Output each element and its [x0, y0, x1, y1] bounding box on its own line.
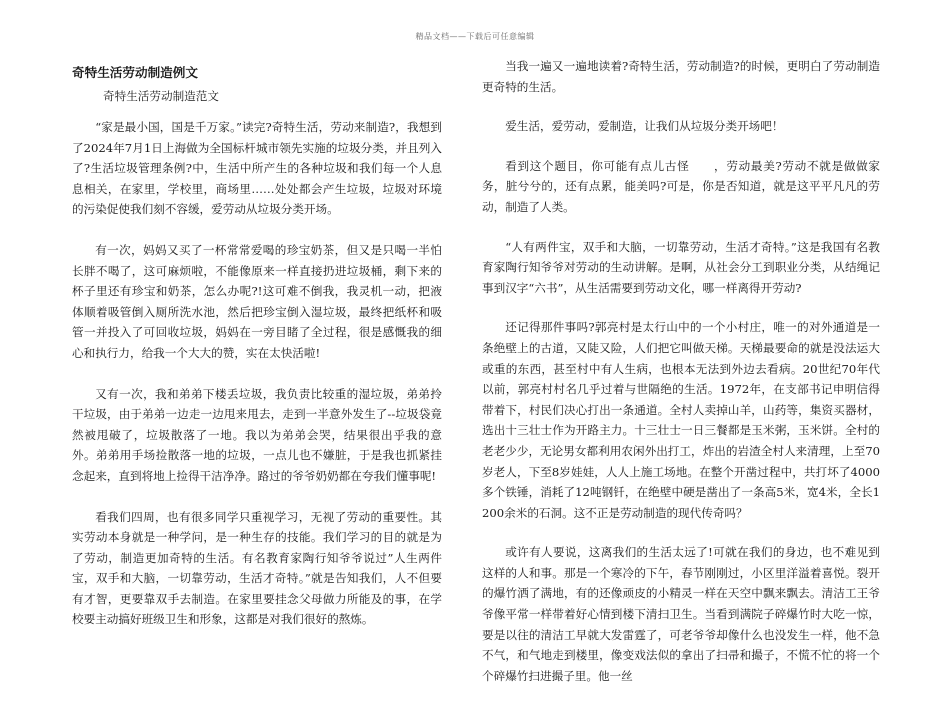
- paragraph: 看我们四周，也有很多同学只重视学习，无视了劳动的重要性。其实劳动本身就是一种学问，是一种生存的技能。我们学习的目的就是为了劳动，制造更加奇特的生活。有名教育家陶行知爷爷说过”人生两件宝，双手和大脑，一切靠劳动，生活才奇特。”就是告知我们，人不但要有才智，更要靠双手去制造。在家里要挂念父母做力所能及的事，在学校要主动搞好班级卫生和形象，这都是对我们很好的熬炼。: [72, 509, 442, 627]
- left-column: [72, 63, 442, 650]
- paragraph: “家是最小国，国是千万家。”读完?奇特生活，劳动来制造?，我想到了2024年7月1日上海做为全国标杆城市领先实施的垃圾分类，并且列入了?生活垃圾管理条例?中，生活中所产生的各种垃圾和我们每一个人息息相关，在家里，学校里，商场里……处处都会产生垃圾，垃圾对环境的污染促使我们刻不容缓，爱劳动从垃圾分类开场。: [72, 120, 442, 217]
- paragraph: 还记得那件事吗?郭亮村是太行山中的一个小村庄，唯一的对外通道是一条绝壁上的古道，又陡又险，人们把它叫做天梯。天梯最要命的就是没法运大或重的东西，甚至村中有人生病，也根本无法到外边去看病。20世纪70年代以前，郭亮村村名几乎过着与世隔绝的生活。1972年，在支部书记申明信得带着下，村民们决心打出一条通道。全村人卖掉山羊，山药等，集资买器材，选出十三壮士作为开路主力。十三壮士一日三餐都是玉米粥，玉米饼。全村的老老少少，无论男女都利用农闲外出打工，炸出的岩渣全村人来清理，上至70岁老人，下至8岁娃娃，人人上施工场地。在整个开凿过程中，共打坏了4000多个铁锤，消耗了12吨钢钎，在绝壁中硬是凿出了一条高5米，宽4米，全长1200余米的石洞。这不正是劳动制造的现代传奇吗？: [482, 320, 880, 520]
- paragraph: 爱生活，爱劳动，爱制造，让我们从垃圾分类开场吧！: [505, 119, 784, 134]
- document-subtitle: 奇特生活劳动制造范文: [103, 89, 219, 103]
- paragraph: 有一次，妈妈又买了一杯常常爱喝的珍宝奶茶，但又是只喝一半怕长胖不喝了，这可麻烦啦，不能像原来一样直接扔进垃圾桶，剩下来的杯子里还有珍宝和奶茶，怎么办呢?!这可难不倒我，我灵机一动，把液体顺着吸管倒入厕所洗水池，然后把珍宝倒入湿垃圾，最终把纸杯和吸管一并投入了可回收垃圾，妈妈在一旁目睹了全过程，很是感慨我的细心和执行力，给我一个大大的赞，实在太快活啦!: [72, 242, 442, 360]
- paragraph: 或许有人要说，这离我们的生活太远了!可就在我们的身边，也不难见到这样的人和事。那是一个寒冷的下午，春节刚刚过，小区里洋溢着喜悦。裂开的爆竹洒了满地，有的还像顽皮的小精灵一样在天空中飘来飘去。清洁工王爷爷像平常一样带着好心情到楼下清扫卫生。当看到满院子碎爆竹时大吃一惊，要是以往的清洁工早就大发雷霆了，可老爷爷却像什么也没发生一样，他不急不气，和气地走到楼里，像变戏法似的拿出了扫帚和撮子，不慌不忙的将一个个碎爆竹扫进撮子里。他一丝: [482, 545, 880, 683]
- paragraph: “人有两件宝，双手和大脑，一切靠劳动，生活才奇特。”这是我国有名教育家陶行知爷爷对劳动的生动讲解。是啊，从社会分工到职业分类，从结绳记事到汉字“六书”，从生活需要到劳动文化，哪一样离得开劳动?: [482, 239, 880, 295]
- paragraph: 当我一遍又一遍地读着?奇特生活，劳动制造?的时候，更明白了劳动制造更奇特的生活。: [482, 59, 880, 94]
- document-title: 奇特生活劳动制造例文: [72, 65, 198, 80]
- page-header: 精品文档——下载后可任意编辑: [415, 32, 535, 41]
- paragraph: 又有一次，我和弟弟下楼丢垃圾，我负责比较重的湿垃圾，弟弟拎干垃圾，由于弟弟一边走一边甩来甩去，走到一半意外发生了--垃圾袋竟然被甩破了，垃圾散落了一地。我以为弟弟会哭，结果很出乎我的意外。弟弟用手场捡散落一地的垃圾，一点儿也不嫌脏，于是我也抓紧挂念起来，直到将地上捡得干洁净净。路过的爷爷奶奶都在夸我们懂事呢!: [72, 386, 442, 483]
- paragraph: 看到这个题目，你可能有点儿古怪 ，劳动最美?劳动不就是做做家务，脏兮兮的，还有点累，能美吗?可是，你是否知道，就是这平平凡凡的劳动，制造了人类。: [482, 158, 880, 214]
- right-column: [482, 56, 880, 705]
